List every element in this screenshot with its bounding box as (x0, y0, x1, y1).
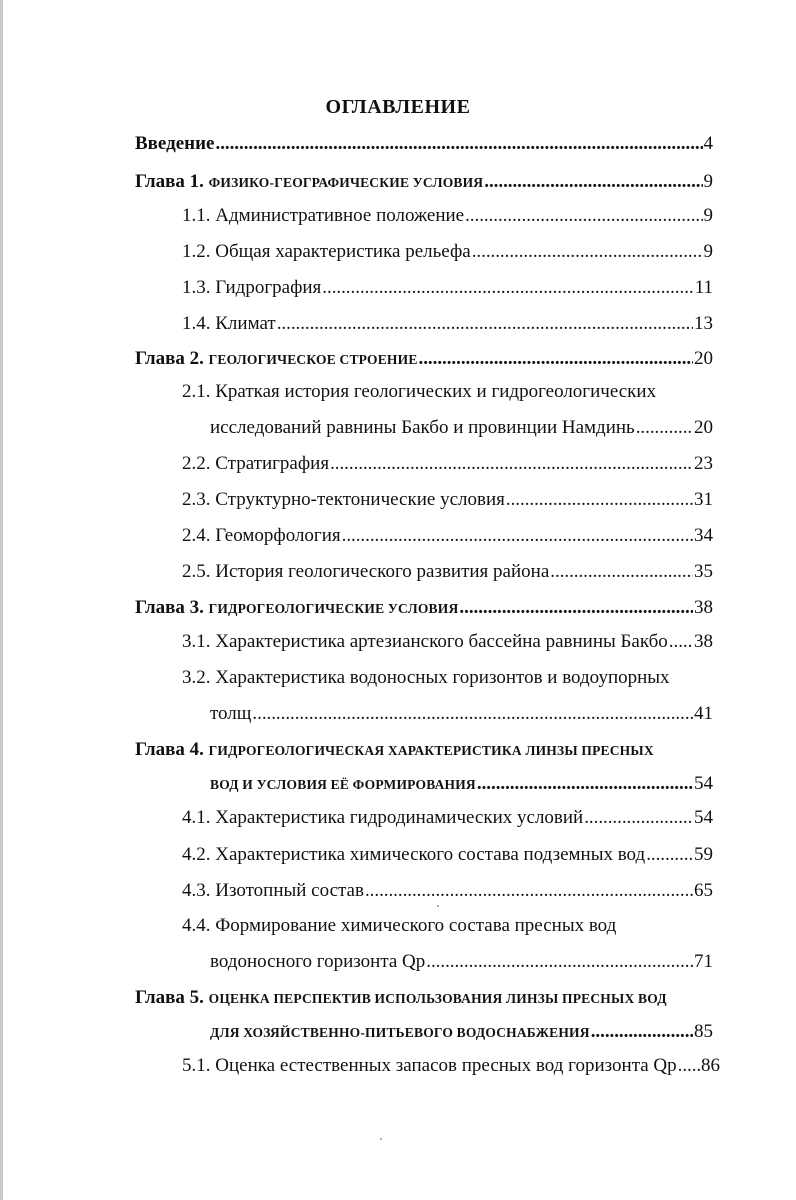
toc-entry-label: 4.2. Характеристика химического состава подземных вод (182, 844, 646, 865)
toc-entry-page: 54 (694, 773, 713, 794)
toc-entry-page: 20 (694, 417, 713, 438)
leader-dots (419, 347, 693, 371)
leader-dots (646, 843, 693, 867)
toc-entry-label: 5.1. Оценка естественных запасов пресных вод горизонта Qp (182, 1055, 677, 1076)
toc-entry-label: 2.3. Структурно-тектонические условия (182, 489, 505, 510)
toc-entry-page: 41 (694, 703, 713, 724)
toc-entry-chapter-4[interactable] (210, 772, 713, 796)
toc-entry-chapter-1[interactable] (135, 170, 713, 194)
toc-entry-page: 9 (703, 205, 713, 226)
toc-entry-page: 13 (694, 313, 713, 334)
toc-entry-page: 59 (694, 844, 713, 865)
chapter-title: ОЦЕНКА ПЕРСПЕКТИВ ИСПОЛЬЗОВАНИЯ ЛИНЗЫ ПРЕСНЫХ ВОД (208, 991, 667, 1006)
toc-entry-label: 1.3. Гидрография (182, 277, 322, 298)
toc-entry-page: 38 (694, 631, 713, 652)
chapter-title: ГИДРОГЕОЛОГИЧЕСКИЕ УСЛОВИЯ (208, 601, 459, 616)
toc-entry-label: 1.1. Административное положение (182, 205, 465, 226)
leader-dots (322, 276, 693, 300)
toc-entry-label: 3.1. Характеристика артезианского бассейна равнины Бакбо (182, 631, 668, 652)
toc-entry-1-3[interactable] (182, 276, 713, 300)
leader-dots (330, 452, 693, 476)
leader-dots (342, 524, 693, 548)
toc-entry-4-1[interactable] (182, 806, 713, 830)
leader-dots (678, 1054, 700, 1078)
chapter-number: Глава 3. (135, 597, 204, 618)
toc-entry-chapter-4-line1[interactable] (135, 738, 654, 763)
toc-entry-3-2[interactable] (210, 702, 713, 726)
chapter-title-cont: ВОД И УСЛОВИЯ ЕЁ ФОРМИРОВАНИЯ (210, 777, 476, 792)
toc-entry-3-1[interactable] (182, 630, 713, 654)
toc-entry-page: 85 (694, 1021, 713, 1042)
toc-entry-4-2[interactable] (182, 843, 713, 867)
toc-entry-2-2[interactable] (182, 452, 713, 476)
leader-dots (591, 1020, 693, 1044)
toc-entry-label: Введение (135, 133, 215, 154)
chapter-number: Глава 5. (135, 987, 204, 1008)
toc-entry-page: 34 (694, 525, 713, 546)
toc-entry-page: 86 (701, 1055, 720, 1076)
toc-entry-label: 1.4. Климат (182, 313, 276, 334)
toc-entry-label: толщ (210, 703, 252, 724)
toc-entry-2-1-line1[interactable]: 2.1. Краткая история геологических и гидрогеологических (182, 381, 657, 402)
toc-entry-chapter-5-line1[interactable] (135, 986, 667, 1011)
leader-dots (584, 806, 693, 830)
toc-entry-2-3[interactable] (182, 488, 713, 512)
toc-entry-page: 65 (694, 880, 713, 901)
toc-entry-2-4[interactable] (182, 524, 713, 548)
toc-entry-label: 1.2. Общая характеристика рельефа (182, 241, 471, 262)
toc-entry-label: 2.4. Геоморфология (182, 525, 341, 546)
toc-entry-page: 4 (703, 133, 713, 154)
toc-entry-4-3[interactable] (182, 879, 713, 903)
leader-dots (506, 488, 693, 512)
leader-dots (365, 879, 693, 903)
toc-entry-1-1[interactable] (182, 204, 713, 228)
toc-entry-2-1[interactable] (210, 416, 713, 440)
scan-speck (437, 905, 439, 907)
toc-entry-2-5[interactable] (182, 560, 713, 584)
toc-entry-label: 4.3. Изотопный состав (182, 880, 364, 901)
leader-dots (484, 170, 702, 194)
leader-dots (465, 204, 702, 228)
toc-entry-page: 9 (703, 171, 713, 192)
toc-entry-page: 54 (694, 807, 713, 828)
toc-entry-3-2-line1[interactable]: 3.2. Характеристика водоносных горизонтов и водоупорных (182, 667, 670, 688)
toc-entry-page: 9 (703, 241, 713, 262)
leader-dots (252, 702, 693, 726)
toc-entry-label: 4.1. Характеристика гидродинамических условий (182, 807, 584, 828)
leader-dots (477, 772, 693, 796)
toc-entry-intro[interactable] (135, 132, 713, 156)
leader-dots (277, 312, 693, 336)
toc-entry-label: исследований равнины Бакбо и провинции Намдинь (210, 417, 635, 438)
toc-entry-5-1[interactable] (182, 1054, 720, 1078)
chapter-title: ГЕОЛОГИЧЕСКОЕ СТРОЕНИЕ (208, 352, 418, 367)
leader-dots (550, 560, 693, 584)
chapter-title-cont: ДЛЯ ХОЗЯЙСТВЕННО-ПИТЬЕВОГО ВОДОСНАБЖЕНИЯ (210, 1025, 590, 1040)
toc-entry-page: 71 (694, 951, 713, 972)
toc-entry-page: 31 (694, 489, 713, 510)
leader-dots (472, 240, 703, 264)
leader-dots (669, 630, 693, 654)
toc-entry-label: 2.5. История геологического развития района (182, 561, 550, 582)
toc-entry-4-4-line1[interactable]: 4.4. Формирование химического состава пресных вод (182, 915, 617, 936)
toc-entry-chapter-5[interactable] (210, 1020, 713, 1044)
toc-entry-chapter-3[interactable] (135, 596, 713, 620)
toc-entry-page: 20 (694, 348, 713, 369)
page-title: ОГЛАВЛЕНИЕ (325, 96, 471, 118)
chapter-title: ГИДРОГЕОЛОГИЧЕСКАЯ ХАРАКТЕРИСТИКА ЛИНЗЫ ПРЕСНЫХ (208, 743, 654, 758)
leader-dots (636, 416, 693, 440)
chapter-title: ФИЗИКО-ГЕОГРАФИЧЕСКИЕ УСЛОВИЯ (208, 175, 484, 190)
toc-entry-chapter-2[interactable] (135, 347, 713, 371)
leader-dots (216, 132, 703, 156)
toc-entry-page: 35 (694, 561, 713, 582)
chapter-number: Глава 1. (135, 171, 204, 192)
chapter-number: Глава 4. (135, 739, 204, 760)
chapter-number: Глава 2. (135, 348, 204, 369)
toc-entry-label: 2.2. Стратиграфия (182, 453, 330, 474)
toc-entry-1-4[interactable] (182, 312, 713, 336)
toc-entry-1-2[interactable] (182, 240, 713, 264)
toc-entry-4-4[interactable] (210, 950, 713, 974)
leader-dots (459, 596, 693, 620)
toc-entry-label: водоносного горизонта Qp (210, 951, 426, 972)
toc-entry-page: 38 (694, 597, 713, 618)
scan-speck (380, 1138, 382, 1140)
toc-entry-page: 11 (694, 277, 713, 298)
toc-entry-page: 23 (694, 453, 713, 474)
leader-dots (426, 950, 693, 974)
